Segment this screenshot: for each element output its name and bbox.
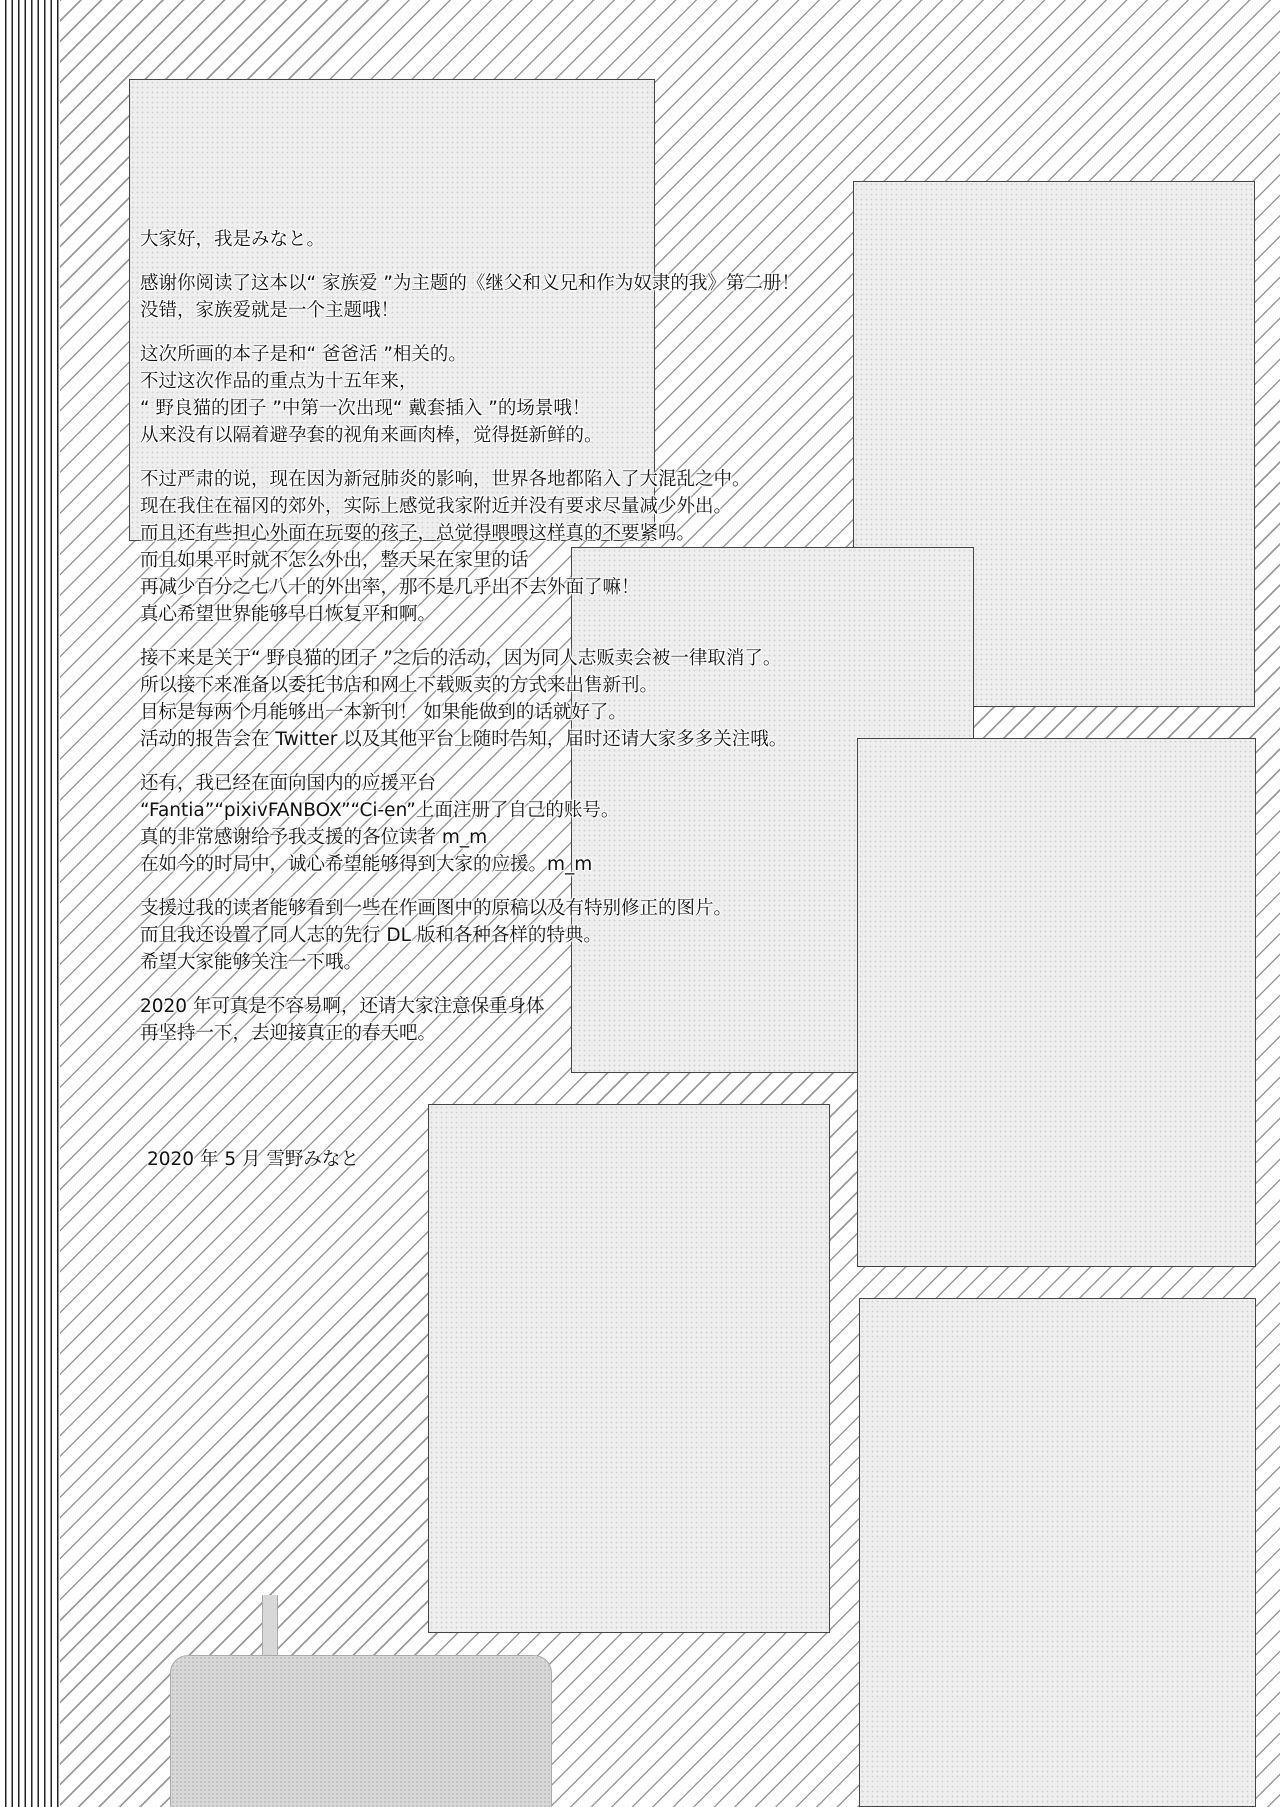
afterword-line: 而且我还设置了同人志的先行 DL 版和各种各样的特典。 bbox=[140, 925, 602, 946]
afterword-paragraph bbox=[140, 645, 980, 753]
afterword-line: 这次所画的本子是和“ 爸爸活 ”相关的。 bbox=[140, 344, 467, 365]
afterword-line: 真心希望世界能够早日恢复平和啊。 bbox=[140, 604, 437, 625]
afterword-paragraph bbox=[140, 895, 980, 976]
afterword-line: 现在我住在福冈的郊外，实际上感觉我家附近并没有要求尽量减少外出。 bbox=[140, 496, 733, 517]
afterword-line: 再坚持一下，去迎接真正的春天吧。 bbox=[140, 1023, 437, 1044]
afterword-line: 而且还有些担心外面在玩耍的孩子，总觉得喂喂这样真的不要紧吗。 bbox=[140, 523, 696, 544]
afterword-line: 不过这次作品的重点为十五年来， bbox=[140, 371, 418, 392]
signature: 2020 年 5 月 雪野みなと bbox=[147, 1149, 359, 1170]
afterword-line: 活动的报告会在 Twitter 以及其他平台上随时告知，届时还请大家多多关注哦。 bbox=[140, 729, 788, 750]
afterword-paragraph bbox=[140, 770, 980, 878]
afterword-line: 所以接下来准备以委托书店和网上下载贩卖的方式来出售新刊。 bbox=[140, 675, 659, 696]
afterword-line: 再减少百分之七八十的外出率，那不是几乎出不去外面了嘛！ bbox=[140, 577, 640, 598]
panel-bottom-center bbox=[428, 1104, 830, 1633]
afterword-line: 支援过我的读者能够看到一些在作画图中的原稿以及有特别修正的图片。 bbox=[140, 898, 733, 919]
speech-bubble-tail bbox=[262, 1595, 278, 1660]
afterword-paragraph bbox=[140, 270, 980, 324]
afterword-line: 接下来是关于“ 野良猫的团子 ”之后的活动，因为同人志贩卖会被一律取消了。 bbox=[140, 648, 782, 669]
afterword-line: 没错，家族爱就是一个主题哦！ bbox=[140, 300, 400, 321]
afterword-paragraph bbox=[140, 993, 980, 1047]
afterword-paragraph bbox=[140, 226, 980, 253]
afterword-line: 感谢你阅读了这本以“ 家族爱 ”为主题的《继父和义兄和作为奴隶的我》第二册！ bbox=[140, 273, 800, 294]
afterword-line: 2020 年可真是不容易啊，还请大家注意保重身体 bbox=[140, 996, 545, 1017]
afterword-line: 目标是每两个月能够出一本新刊！ 如果能做到的话就好了。 bbox=[140, 702, 627, 723]
afterword-line: 真的非常感谢给予我支援的各位读者 m_m bbox=[140, 827, 488, 848]
page-spine-lines bbox=[0, 0, 60, 1807]
afterword-line: 从来没有以隔着避孕套的视角来画肉棒，觉得挺新鲜的。 bbox=[140, 425, 603, 446]
afterword-text bbox=[140, 226, 980, 1064]
afterword-line: 希望大家能够关注一下哦。 bbox=[140, 952, 363, 973]
afterword-line: 在如今的时局中，诚心希望能够得到大家的应援。m_m bbox=[140, 854, 593, 875]
afterword-line: 大家好，我是みなと。 bbox=[140, 229, 326, 250]
afterword-line: 不过严肃的说，现在因为新冠肺炎的影响，世界各地都陷入了大混乱之中。 bbox=[140, 469, 751, 490]
afterword-line: 还有，我已经在面向国内的应援平台 bbox=[140, 773, 437, 794]
speech-bubble bbox=[170, 1655, 552, 1807]
panel-bottom-right bbox=[859, 1298, 1256, 1807]
afterword-line: “ 野良猫的团子 ”中第一次出现“ 戴套插入 ”的场景哦！ bbox=[140, 398, 591, 419]
afterword-line: 而且如果平时就不怎么外出，整天呆在家里的话 bbox=[140, 550, 529, 571]
afterword-line: “Fantia”“pixivFANBOX”“Ci-en”上面注册了自己的账号。 bbox=[140, 800, 620, 821]
afterword-paragraph bbox=[140, 466, 980, 628]
afterword-paragraph bbox=[140, 341, 980, 449]
